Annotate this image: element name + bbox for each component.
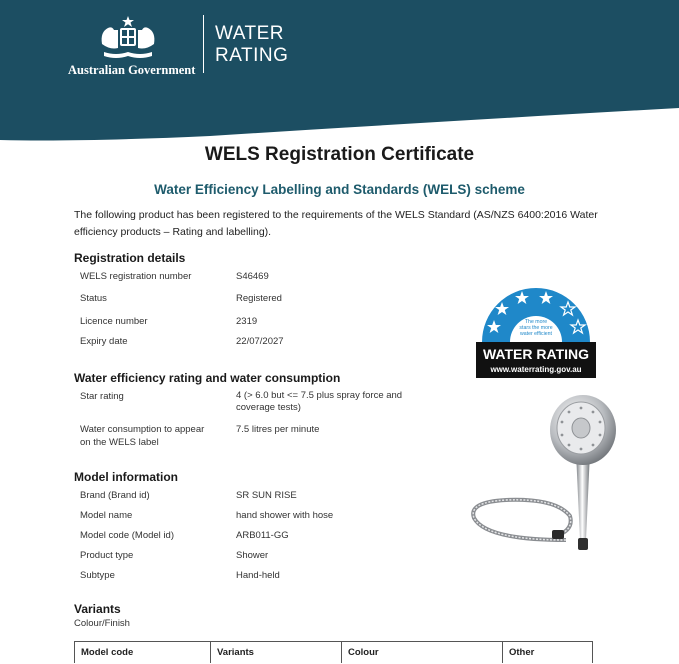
water-rating-label: [474, 284, 598, 380]
star-rating-value: [236, 390, 402, 414]
coat-of-arms-icon: [96, 14, 160, 62]
intro-paragraph: The following product has been registered to the requirements of the WELS Standard (AS/NZS 6400:2016 Water efficiency products – Rating and labelling).: [74, 209, 598, 238]
certificate-title: WELS Registration Certificate: [204, 144, 475, 165]
star-rating-label: Star rating: [80, 391, 124, 402]
water-rating-label-graphic: [474, 284, 598, 380]
water-rating-word-2: RATING: [215, 45, 289, 66]
label-blurb-1: The more: [524, 319, 548, 325]
column-header-other: Other: [503, 642, 593, 664]
consumption-label-line2: on the WELS label: [80, 437, 159, 448]
model-name-label: Model name: [80, 510, 133, 521]
expiry-value: 22/07/2027: [236, 336, 284, 347]
status-value: Registered: [236, 293, 282, 304]
consumption-label: [80, 423, 204, 449]
water-rating-wordmark: [215, 23, 288, 67]
scheme-title: Water Efficiency Labelling and Standards (WELS) scheme: [154, 182, 525, 197]
model-heading: Model information: [74, 470, 178, 484]
variants-header-row: [75, 642, 593, 664]
product-type-label: Product type: [80, 550, 134, 561]
consumption-value: 7.5 litres per minute: [236, 424, 320, 435]
status-label: Status: [80, 293, 107, 304]
column-header-colour: Colour: [342, 642, 503, 664]
efficiency-heading: Water efficiency rating and water consumption: [74, 371, 341, 385]
variants-heading: Variants: [74, 602, 121, 616]
model-code-label: Model code (Model id): [80, 530, 174, 541]
header-divider: [203, 15, 204, 73]
label-blurb-2: stars the more: [519, 325, 553, 331]
registration-heading: Registration details: [74, 251, 186, 265]
star-rating-value-line2: coverage tests): [236, 402, 301, 413]
hand-shower-image: [466, 390, 616, 560]
variants-table: [74, 641, 593, 663]
variants-subheading: Colour/Finish: [74, 618, 130, 629]
registration-value: S46469: [236, 271, 269, 282]
model-name-value: hand shower with hose: [236, 510, 334, 521]
label-blurb-3: water efficient: [520, 331, 552, 337]
registration-label: WELS registration number: [80, 271, 192, 282]
government-wordmark: Australian Government: [68, 63, 196, 77]
column-header-variants: Variants: [211, 642, 342, 664]
label-url: www.waterrating.gov.au: [490, 365, 582, 374]
model-code-value: ARB011-GG: [236, 530, 289, 541]
licence-value: 2319: [236, 316, 258, 327]
expiry-label: Expiry date: [80, 336, 128, 347]
star-rating-value-line1: 4 (> 6.0 but <= 7.5 plus spray force and: [236, 390, 403, 401]
brand-value: SR SUN RISE: [236, 490, 297, 501]
product-type-value: Shower: [236, 550, 269, 561]
product-image: [466, 390, 616, 560]
water-rating-word-1: WATER: [215, 23, 284, 44]
subtype-label: Subtype: [80, 570, 115, 581]
licence-label: Licence number: [80, 316, 148, 327]
consumption-label-line1: Water consumption to appear: [80, 424, 205, 435]
column-header-model-code: Model code: [81, 647, 134, 658]
label-title: WATER RATING: [482, 346, 590, 362]
subtype-value: Hand-held: [236, 570, 280, 581]
brand-label: Brand (Brand id): [80, 490, 150, 501]
